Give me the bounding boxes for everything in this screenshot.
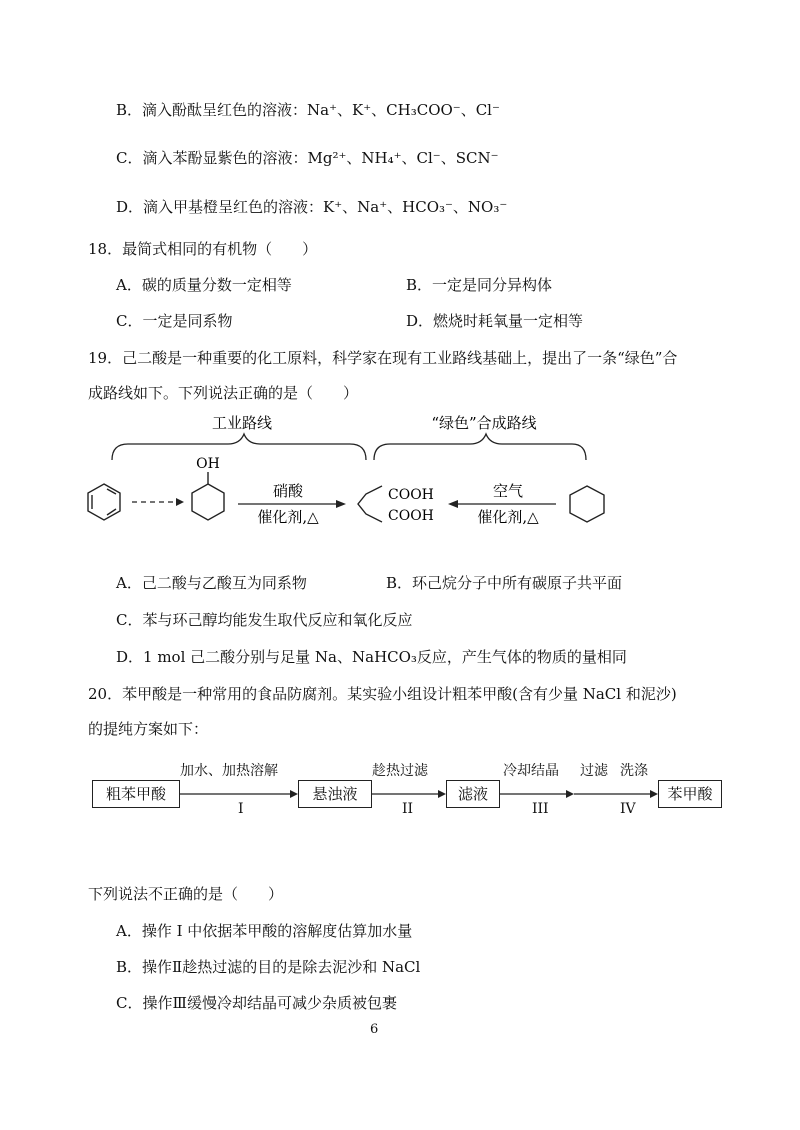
q17-option-c-label: C．滴入苯酚显紫色的溶液： [116,149,308,167]
q20-stem-line3: 下列说法不正确的是（ ） [88,885,284,903]
flow-step3-number: III [532,801,549,817]
q18-option-d: D．燃烧时耗氧量一定相等 [406,312,584,330]
q17-option-b-ions: Na⁺、K⁺、CH₃COO⁻、Cl⁻ [307,101,500,119]
cooh-top: COOH [388,487,434,503]
q18-option-a: A．碳的质量分数一定相等 [116,276,292,294]
flow-step2-label: 趁热过滤 [372,763,428,779]
q19-option-c: C．苯与环己醇均能发生取代反应和氧化反应 [116,611,413,629]
q19-option-d: D．1 mol 己二酸分别与足量 Na、NaHCO₃反应，产生气体的物质的量相同 [116,648,627,666]
q17-option-c [116,148,499,168]
q18-option-c: C．一定是同系物 [116,312,233,330]
cyclohexanol-ring [192,472,224,520]
flow-step3-label: 冷却结晶 [503,763,559,779]
q17-option-c-ions: Mg²⁺、NH₄⁺、Cl⁻、SCN⁻ [307,149,499,167]
q17-option-b-label: B．滴入酚酞呈红色的溶液： [116,101,308,119]
flow-step1-label: 加水、加热溶解 [180,763,278,779]
flow-step3b-label: 过滤 [580,763,608,779]
reagent1-top: 硝酸 [272,482,304,500]
flow-box-suspension: 悬浊液 [298,780,372,808]
q20-stem-line2: 的提纯方案如下： [88,720,209,738]
cooh-bottom: COOH [388,508,434,524]
reagent2-bottom: 催化剂,△ [477,508,539,526]
flow-box-crude: 粗苯甲酸 [92,780,180,808]
left-brace [112,434,366,460]
q18-option-b: B．一定是同分异构体 [406,276,553,294]
page-number: 6 [370,1022,379,1037]
q19-synthesis-scheme [0,400,800,550]
flow-step4-number: IV [620,801,636,817]
q20-option-a: A．操作 I 中依据苯甲酸的溶解度估算加水量 [116,922,413,940]
cyclohexane-ring [570,486,604,522]
oh-label: OH [196,456,220,472]
green-route-title: “绿色”合成路线 [431,414,537,432]
benzene-ring [88,484,120,520]
q18-stem: 18．最简式相同的有机物（ ） [88,240,318,258]
q17-option-d-label: D．滴入甲基橙呈红色的溶液： [116,198,324,216]
q17-option-d [116,197,507,217]
q20-option-b: B．操作Ⅱ趁热过滤的目的是除去泥沙和 NaCl [116,958,421,976]
flow-arrows [0,780,800,810]
flow-box-product: 苯甲酸 [658,780,722,808]
reagent2-top: 空气 [492,482,524,500]
arrow1-head [336,500,346,508]
q19-option-b: B．环己烷分子中所有碳原子共平面 [386,574,623,592]
adipic-acid-chain [358,486,382,522]
q17-option-d-ions: K⁺、Na⁺、HCO₃⁻、NO₃⁻ [323,198,508,216]
flow-step4-label: 洗涤 [620,763,648,779]
q19-option-a: A．己二酸与乙酸互为同系物 [116,574,307,592]
dashed-arrow-head [176,498,184,506]
arrow2-head [448,500,458,508]
flow-step2-number: II [402,801,414,817]
reagent1-bottom: 催化剂,△ [257,508,319,526]
q19-stem-line2: 成路线如下。下列说法正确的是（ ） [88,384,359,402]
flow-step1-number: I [238,801,244,817]
q20-stem-line1: 20．苯甲酸是一种常用的食品防腐剂。某实验小组设计粗苯甲酸(含有少量 NaCl 和泥沙) [88,685,677,703]
q20-option-c: C．操作Ⅲ缓慢冷却结晶可减少杂质被包裹 [116,994,397,1012]
q19-stem-line1: 19．己二酸是一种重要的化工原料，科学家在现有工业路线基础上，提出了一条“绿色”合 [88,349,678,367]
flow-box-filtrate: 滤液 [446,780,500,808]
industrial-route-title: 工业路线 [211,414,273,432]
right-brace [374,434,586,460]
q17-option-b [116,100,500,120]
